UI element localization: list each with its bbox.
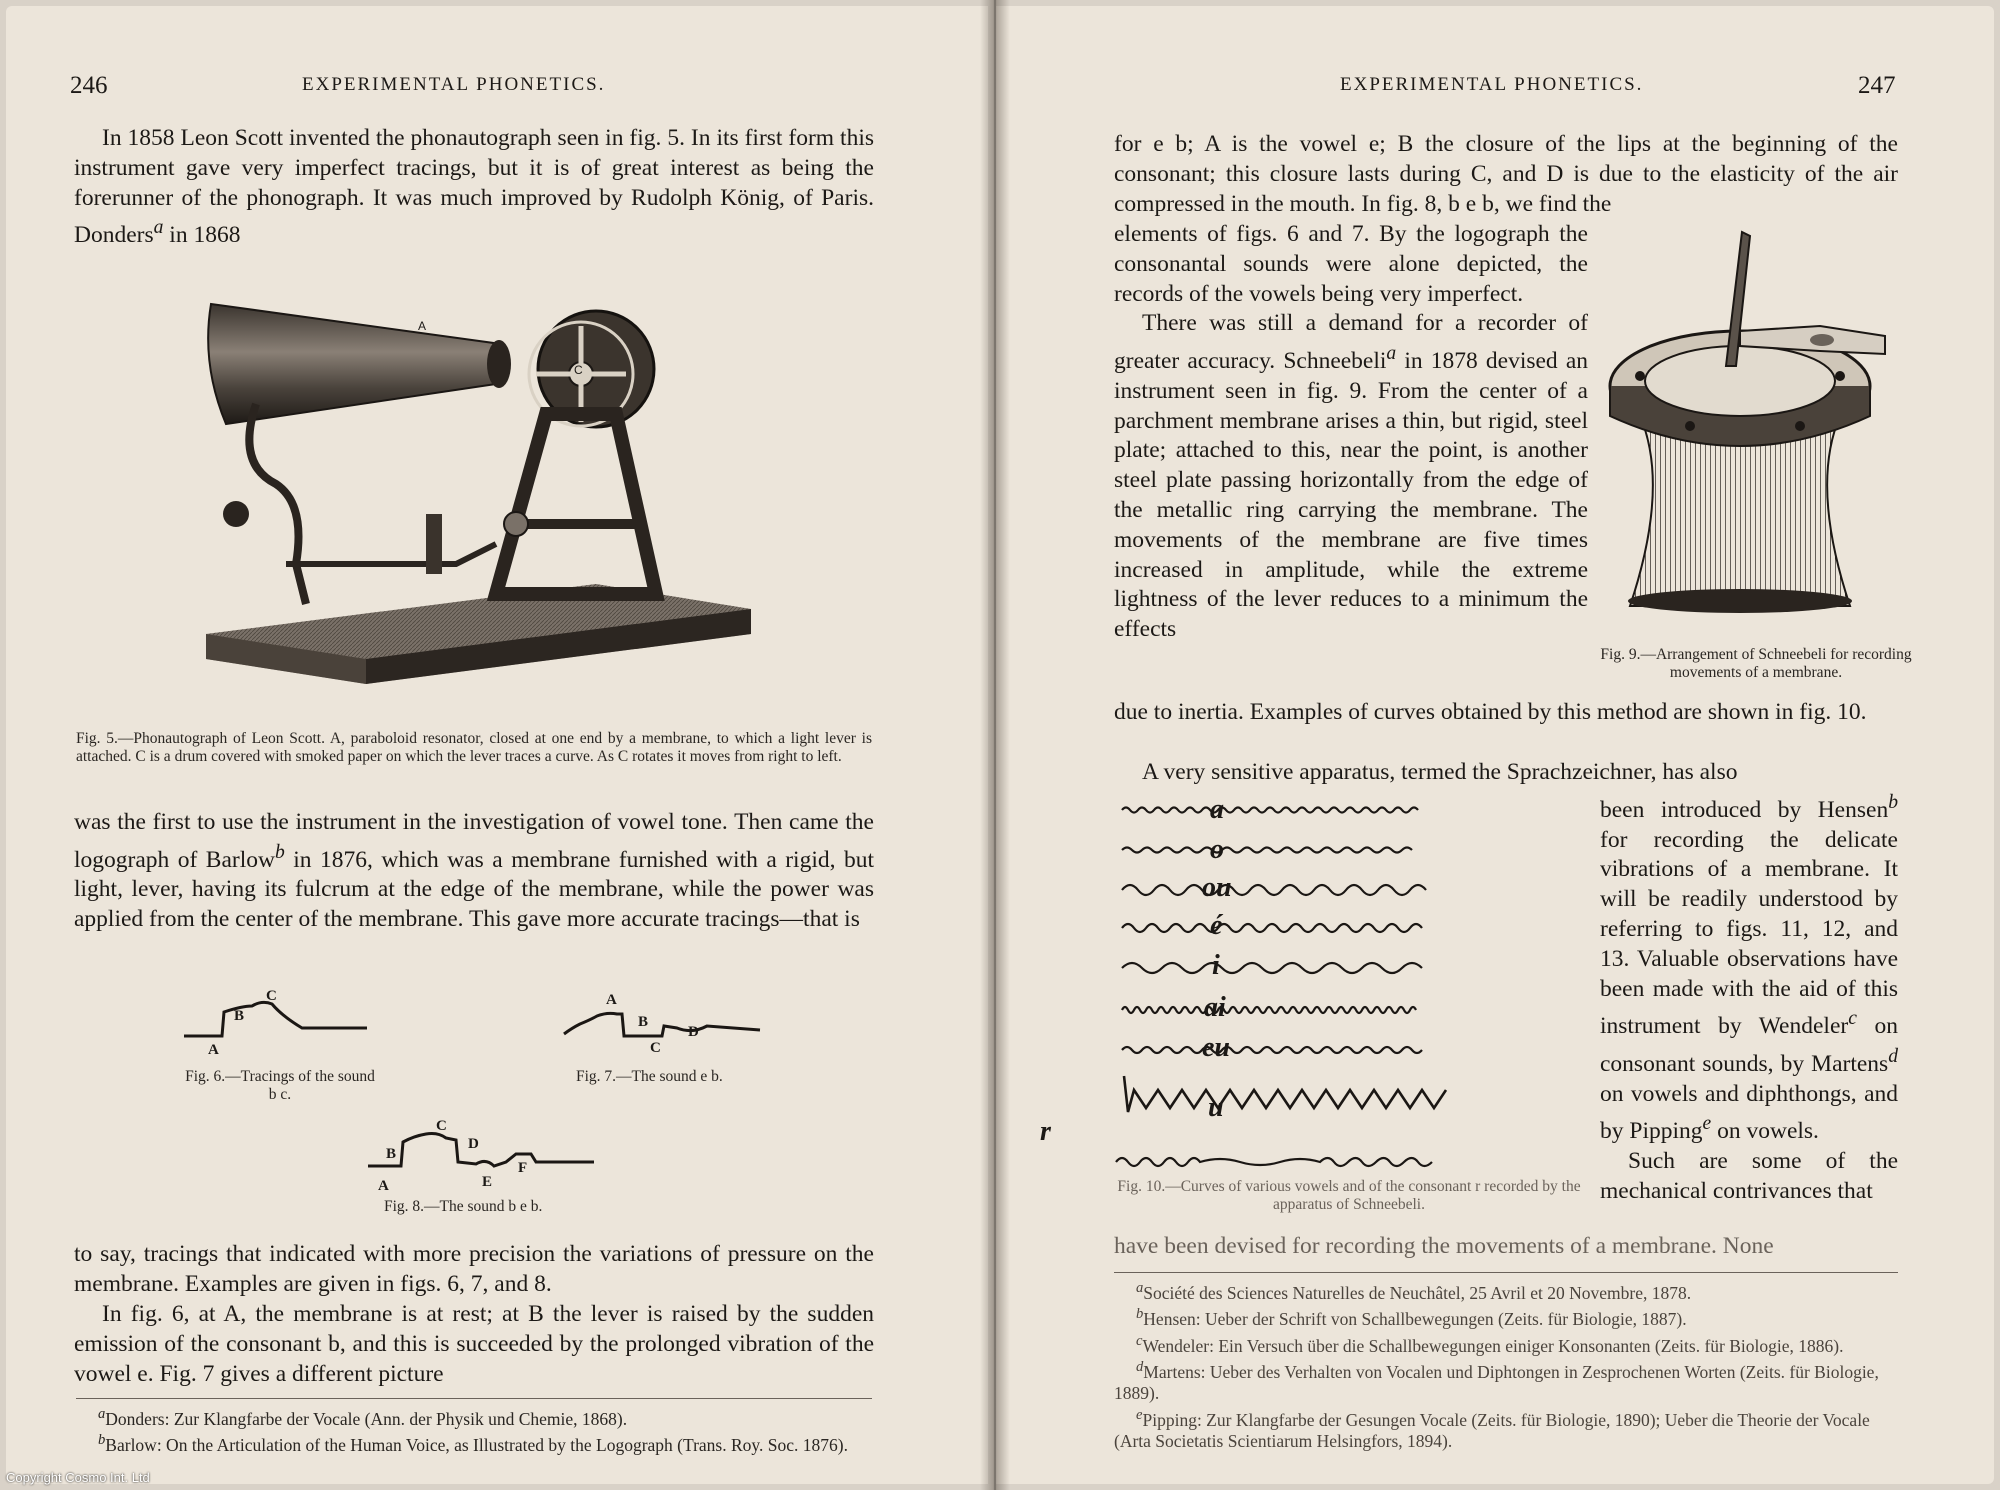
fig6-point-a: A <box>208 1042 219 1058</box>
fig7-point-c: C <box>650 1040 661 1056</box>
paragraph-continued: for e b; A is the vowel e; B the closure of the lips at the beginning of the consonant; this closure lasts during C, and D is due to the elasticity of the air compressed in the mouth. In fig. 8, b e b, we find the <box>1114 131 1898 217</box>
fig8-point-e: E <box>482 1174 493 1190</box>
fig5-label-a: A <box>418 319 427 333</box>
footnote-b: $^b$Hensen: Ueber der Schrift von Schallbewegungen (Zeits. für Biologie, 1887). <box>1136 1306 1687 1330</box>
fig5-caption: Fig. 5.—Phonautograph of Leon Scott. A, paraboloid resonator, closed at one end by a membrane, to which a light lever is attached. C is a drum covered with smoked paper on which the lever traces a curve. As C rotates it moves from right to left. <box>76 730 872 765</box>
schneebeli-apparatus-illustration <box>1600 226 1900 616</box>
right-page <box>996 6 1994 1484</box>
footnote-a: $^a$Donders: Zur Klangfarbe der Vocale (Ann. der Physik und Chemie, 1868). <box>98 1406 628 1429</box>
running-head: EXPERIMENTAL PHONETICS. <box>302 74 606 95</box>
paragraph-sprachzeichner: been introduced by Hensen$^b$ for recording the delicate vibrations of a membrane. It will be readily understood by referring to figs. 11, 12, and 13. Valuable observations have been made with the aid of this instrument by Wendeler$^c$ on consonant sounds, by Martens$^d$ on vowels and diphthongs, and by Pipping$^e$ on vowels. Such are some of the mechanical contrivances that <box>1600 792 1899 1204</box>
fig7-point-d: D <box>688 1024 699 1040</box>
fig7-tracing <box>562 994 762 1064</box>
paragraph-sprachzeichner-intro: A very sensitive apparatus, termed the Sprachzeichner, has also <box>1142 759 1738 785</box>
vowel-label-a: a <box>1210 794 1224 825</box>
fig7-point-a: A <box>606 992 617 1008</box>
right-footnotes <box>1114 1278 1898 1453</box>
curve-a <box>1122 808 1418 813</box>
fig8-point-f: F <box>518 1160 528 1176</box>
paragraph-inertia: due to inertia. Examples of curves obtained by this method are shown in fig. 10. <box>1114 699 1867 725</box>
curve-e-acute <box>1122 924 1422 932</box>
fig8-point-c: C <box>436 1118 447 1134</box>
vowel-label-ou: ou <box>1202 872 1232 903</box>
curve-ou <box>1122 885 1426 895</box>
paragraph-logograph: was the first to use the instrument in the investigation of vowel tone. Then came the logograph of Barlow$^b$ in 1876, which was a membrane furnished with a rigid, but light, lever, having its fulcrum at the edge of the membrane, while the power was applied from the center of the membrane. This gave more accurate tracings—that is <box>74 809 874 933</box>
vowel-label-eu: eu <box>1202 1032 1230 1063</box>
curve-r <box>1116 1158 1432 1166</box>
paragraph-pressure: to say, tracings that indicated with more precision the variations of pressure on the membrane. Examples are given in figs. 6, 7, and 8. <box>74 1241 874 1297</box>
fig8-caption: Fig. 8.—The sound b e b. <box>384 1198 543 1215</box>
curve-o <box>1122 848 1412 853</box>
copyright-watermark: Copyright Cosmo Int. Ltd <box>6 1470 150 1485</box>
fig6-point-c: C <box>266 988 277 1004</box>
vowel-label-o: o <box>1210 834 1224 865</box>
book-gutter <box>980 0 1010 1490</box>
curve-i <box>1122 963 1422 973</box>
vowel-label-e-acute: é <box>1210 910 1223 941</box>
footnote-d: $^d$Martens: Ueber des Verhalten von Vocalen und Diphtongen in Zesprochenen Worten (Zeits. für Biologie, 1889). <box>1114 1358 1879 1404</box>
vowel-label-i: i <box>1212 950 1220 981</box>
curve-eu <box>1122 1047 1422 1053</box>
curve-ai <box>1122 1007 1416 1013</box>
paragraph-fig6: In fig. 6, at A, the membrane is at rest; at B the lever is raised by the sudden emission of the consonant b, and this is succeeded by the prolonged vibration of the vowel e. Fig. 7 gives a different picture <box>74 1301 874 1387</box>
phonautograph-illustration <box>196 264 756 714</box>
fig8-point-d: D <box>468 1136 479 1152</box>
fig8-point-a: A <box>378 1178 389 1194</box>
footnote-e: $^e$Pipping: Zur Klangfarbe der Gesungen Vocale (Zeits. für Biologie, 1890); Ueber die Theorie der Vocale (Arta Societatis Scientiarum Helsingfors, 1894). <box>1114 1406 1870 1452</box>
vowel-label-u: u <box>1208 1092 1224 1123</box>
fig6-point-b: B <box>234 1008 245 1024</box>
footnote-rule <box>76 1398 872 1399</box>
page-number: 246 <box>70 72 108 99</box>
footnote-a: $^a$Société des Sciences Naturelles de Neuchâtel, 25 Avril et 20 Novembre, 1878. <box>1136 1280 1692 1303</box>
fig10-vowel-curves <box>1110 796 1590 1176</box>
footnote-c: $^c$Wendeler: Ein Versuch über die Schallbewegungen einiger Konsonanten (Zeits. für Biologie, 1886). <box>1136 1332 1844 1356</box>
fig6-caption: Fig. 6.—Tracings of the sound b c. <box>185 1068 375 1103</box>
curve-u <box>1124 1076 1446 1112</box>
paragraph-conclusion: have been devised for recording the movements of a membrane. None <box>1114 1233 1774 1259</box>
consonant-label-r: r <box>1040 1116 1051 1147</box>
fig10-caption: Fig. 10.—Curves of various vowels and of the consonant r recorded by the apparatus of Schneebeli. <box>1117 1178 1581 1213</box>
left-page <box>6 6 988 1484</box>
fig9-caption: Fig. 9.—Arrangement of Schneebeli for recording movements of a membrane. <box>1600 646 1912 681</box>
paragraph-wrapped: elements of figs. 6 and 7. By the logograph the consonantal sounds were alone depicted, the records of the vowels being very imperfect. There was still a demand for a recorder of greater accuracy. Schneebeli$^a$ in 1878 devised an instrument seen in fig. 9. From the center of a parchment membrane arises a thin, but rigid, steel plate; attached to this, near the point, is another steel plate passing horizontally from the edge of the metallic ring carrying the membrane. The movements of the membrane are five times increased in amplitude, while the extreme lightness of the lever reduces to a minimum the effects <box>1114 221 1588 643</box>
fig7-caption: Fig. 7.—The sound e b. <box>576 1068 723 1085</box>
running-head: EXPERIMENTAL PHONETICS. <box>1340 74 1644 95</box>
vowel-label-ai: ai <box>1204 992 1226 1023</box>
fig5-label-c: C <box>574 363 583 377</box>
fig7-point-b: B <box>638 1014 649 1030</box>
footnote-rule <box>1114 1272 1898 1273</box>
fig8-point-b: B <box>386 1146 397 1162</box>
page-number: 247 <box>1858 72 1896 99</box>
paragraph-intro: In 1858 Leon Scott invented the phonautograph seen in fig. 5. In its first form this instrument gave very imperfect tracings, but it is of great interest as being the forerunner of the phonograph. It was much improved by Rudolph König, of Paris. Donders$^a$ in 1868 <box>74 125 874 249</box>
left-footnotes <box>76 1404 876 1457</box>
fig8-tracing <box>366 1118 596 1178</box>
footnote-b: $^b$Barlow: On the Articulation of the Human Voice, as Illustrated by the Logograph (Trans. Roy. Soc. 1876). <box>98 1432 848 1456</box>
